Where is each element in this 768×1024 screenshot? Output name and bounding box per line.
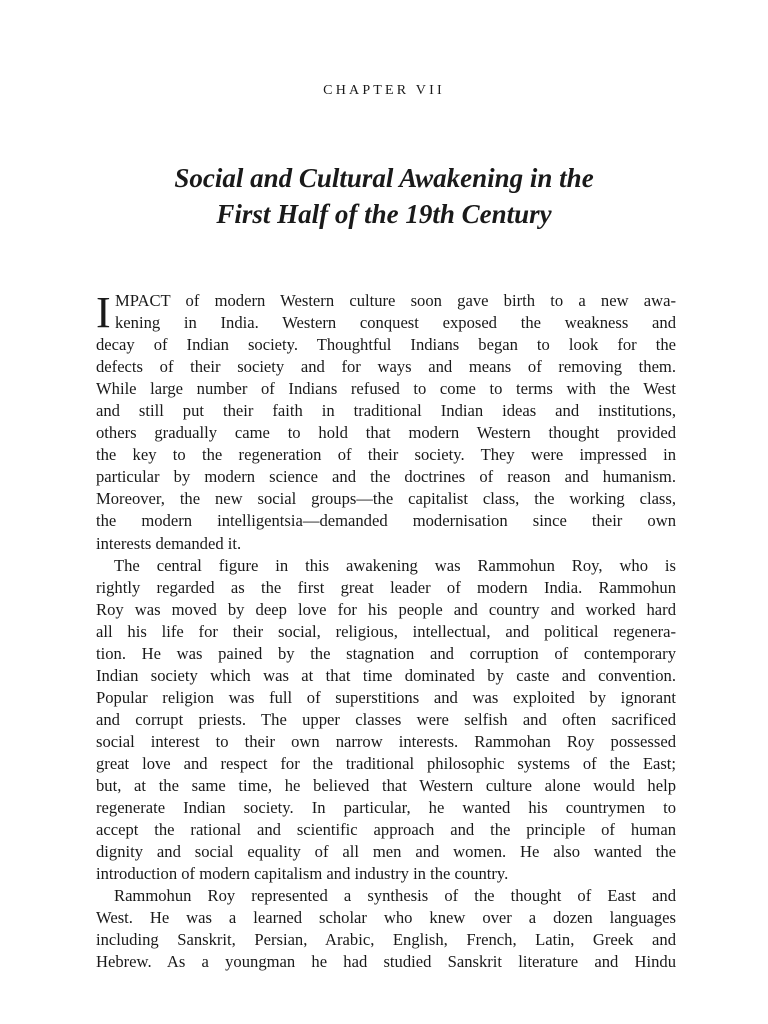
text-line: but, at the same time, he believed that Western culture alone would help	[96, 776, 676, 796]
text-line: regenerate Indian society. In particular, he wanted his countrymen to	[96, 798, 676, 818]
text-line: dignity and social equality of all men and women. He also wanted the	[96, 842, 676, 862]
text-line: Roy was moved by deep love for his people and country and worked hard	[96, 599, 676, 619]
chapter-title-line-1: Social and Cultural Awakening in the	[174, 163, 594, 193]
text-line: The central figure in this awakening was Rammohun Roy, who is	[114, 555, 676, 575]
text-line: Indian society which was at that time dominated by caste and convention.	[96, 665, 676, 685]
text-line: including Sanskrit, Persian, Arabic, English, French, Latin, Greek and	[96, 930, 676, 950]
text-line: great love and respect for the traditional philosophic systems of the East;	[96, 753, 676, 773]
text-line: tion. He was pained by the stagnation and corruption of contemporary	[96, 643, 676, 663]
text-line: accept the rational and scientific approach and the principle of human	[96, 820, 676, 840]
chapter-label: CHAPTER VII	[323, 83, 445, 98]
body-text	[96, 290, 676, 973]
text-line: West. He was a learned scholar who knew over a dozen languages	[96, 908, 676, 928]
text-line: rightly regarded as the first great leader of modern India. Rammohun	[96, 577, 676, 597]
text-line: the modern intelligentsia—demanded modernisation since their own	[96, 511, 676, 531]
text-line: introduction of modern capitalism and industry in the country.	[96, 864, 509, 884]
text-line: and corrupt priests. The upper classes were selfish and often sacrificed	[96, 709, 676, 729]
text-line: defects of their society and for ways and means of removing them.	[96, 357, 676, 377]
text-line: and still put their faith in traditional Indian ideas and institutions,	[96, 401, 676, 421]
text-line: the key to the regeneration of their society. They were impressed in	[96, 445, 676, 465]
text-line: others gradually came to hold that modern Western thought provided	[96, 423, 676, 443]
text-line: particular by modern science and the doctrines of reason and humanism.	[96, 467, 676, 487]
text-line: decay of Indian society. Thoughtful Indians began to look for the	[96, 335, 676, 355]
chapter-title	[0, 160, 768, 232]
text-line: all his life for their social, religious, intellectual, and political regenera-	[96, 621, 676, 641]
text-line: While large number of Indians refused to come to terms with the West	[96, 379, 676, 399]
text-line: Popular religion was full of superstitions and was exploited by ignorant	[96, 687, 676, 707]
text-line: MPACT of modern Western culture soon gave birth to a new awa-	[115, 291, 676, 310]
chapter-title-line-2: First Half of the 19th Century	[216, 199, 552, 229]
text-line: social interest to their own narrow interests. Rammohan Roy possessed	[96, 731, 676, 751]
text-line: Hebrew. As a youngman he had studied Sanskrit literature and Hindu	[96, 952, 676, 972]
text-line: kening in India. Western conquest exposed the weakness and	[115, 313, 676, 333]
text-line: Rammohun Roy represented a synthesis of the thought of East and	[114, 886, 676, 906]
drop-cap: I	[96, 288, 111, 337]
text-line: interests demanded it.	[96, 533, 242, 553]
text-line: Moreover, the new social groups—the capitalist class, the working class,	[96, 489, 676, 509]
